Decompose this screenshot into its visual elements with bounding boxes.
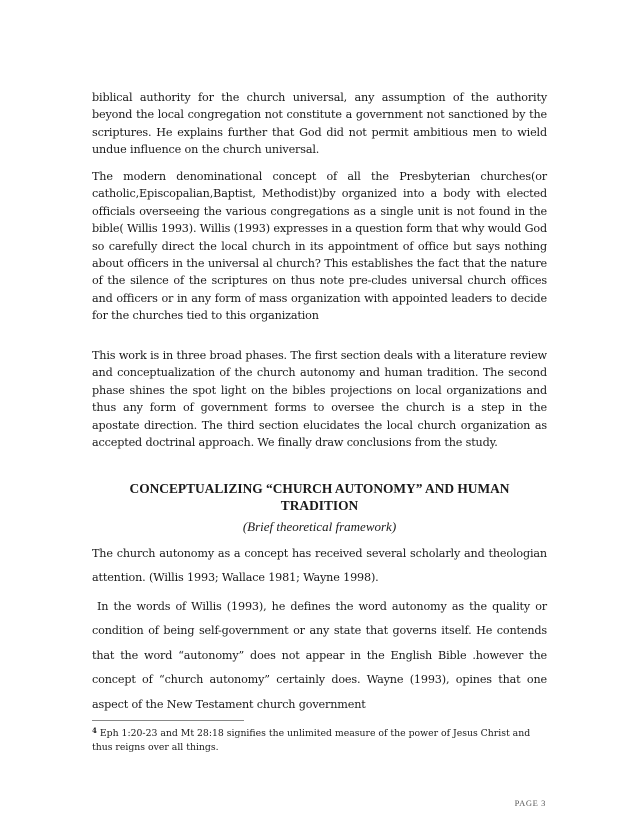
footnote (92, 724, 547, 754)
paragraph-three-phases: This work is in three broad phases. The first section deals with a literature review and conceptualization of the church autonomy and human tradition. The second phase shines the spot light on the bibles projections on local organizations and thus any form of government forms to oversee the church is a step in the apostate direction. The third section elucidates the local church organization as accepted doctrinal approach. We finally draw conclusions from the study. (92, 349, 547, 450)
footnote-marker: 4 (92, 726, 97, 735)
paragraph-denominational-concept: The modern denominational concept of all the Presbyterian churches(or catholic,Episcopalian,Baptist, Methodist)by organized into a body with elected officials overseeing the various congregations as a single unit is not found in the bible( Willis 1993). Willis (1993) expresses in a question form that why would God so carefully direct the local church in its appointment of office but says nothing about officers in the universal al church? This establishes the fact that the nature of the silence of the scriptures on thus note pre-cludes universal church offices and officers or in any form of mass organization with appointed leaders to decide for the churches tied to this organization (92, 170, 547, 323)
paragraph-biblical-authority: biblical authority for the church universal, any assumption of the authority beyond the local congregation not constitute a government not sanctioned by the scriptures. He explains further that God did not permit ambitious men to wield undue influence on the church universal. (92, 91, 547, 157)
page-number: PAGE 3 (514, 798, 546, 808)
paragraph-willis-definition: In the words of Willis (1993), he defines the word autonomy as the quality or condition of being self-government or any state that governs itself. He contends that the word “autonomy” does not appear in the English Bible .however the concept of “church autonomy” certainly does. Wayne (1993), opines that one aspect of the New Testament church government (92, 600, 547, 711)
footnote-divider (92, 720, 244, 721)
paragraph-autonomy-concept: The church autonomy as a concept has received several scholarly and theologian attention. (Willis 1993; Wallace 1981; Wayne 1998). (92, 547, 547, 585)
footnote-text: Eph 1:20-23 and Mt 28:18 signifies the unlimited measure of the power of Jesus Christ and thus reigns over all things. (92, 728, 531, 753)
section-heading: CONCEPTUALIZING “CHURCH AUTONOMY” AND HUMAN TRADITION (129, 481, 510, 513)
section-subheading: (Brief theoretical framework) (242, 519, 397, 534)
